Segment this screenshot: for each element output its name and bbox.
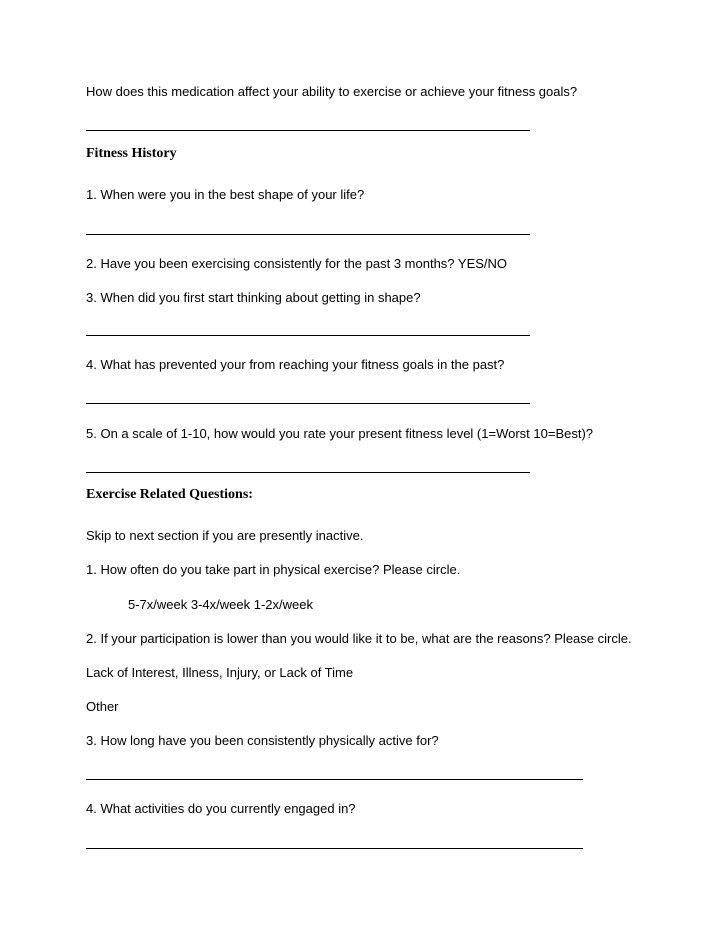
participation-reason-options[interactable]: Lack of Interest, Illness, Injury, or Lack of Time [86,665,354,680]
fitness-history-question-5: 5. On a scale of 1-10, how would you rate your present fitness level (1=Worst 10=Best)? [86,426,594,441]
answer-line-eq-4[interactable] [86,848,583,849]
medication-question: How does this medication affect your ability to exercise or achieve your fitness goals? [86,84,578,99]
fitness-history-heading: Fitness History [86,146,177,161]
fitness-history-question-4: 4. What has prevented your from reaching your fitness goals in the past? [86,357,505,372]
exercise-frequency-options[interactable]: 5-7x/week 3-4x/week 1-2x/week [128,597,313,612]
answer-line-fh-3[interactable] [86,335,530,336]
fitness-history-question-2: 2. Have you been exercising consistently for the past 3 months? YES/NO [86,256,508,271]
answer-line-eq-3[interactable] [86,779,583,780]
fitness-history-question-3: 3. When did you first start thinking about getting in shape? [86,290,421,305]
exercise-question-2: 2. If your participation is lower than you would like it to be, what are the reasons? Please circle. [86,631,632,646]
participation-reason-other[interactable]: Other [86,699,119,714]
skip-note: Skip to next section if you are presently inactive. [86,528,364,543]
exercise-question-4: 4. What activities do you currently engaged in? [86,801,356,816]
fitness-history-question-1: 1. When were you in the best shape of your life? [86,187,365,202]
answer-line-fh-1[interactable] [86,234,530,235]
exercise-question-3: 3. How long have you been consistently physically active for? [86,733,439,748]
exercise-question-1: 1. How often do you take part in physical exercise? Please circle. [86,562,461,577]
answer-line-medication[interactable] [86,130,530,131]
exercise-questions-heading: Exercise Related Questions: [86,487,253,502]
answer-line-fh-5[interactable] [86,472,530,473]
answer-line-fh-4[interactable] [86,403,530,404]
